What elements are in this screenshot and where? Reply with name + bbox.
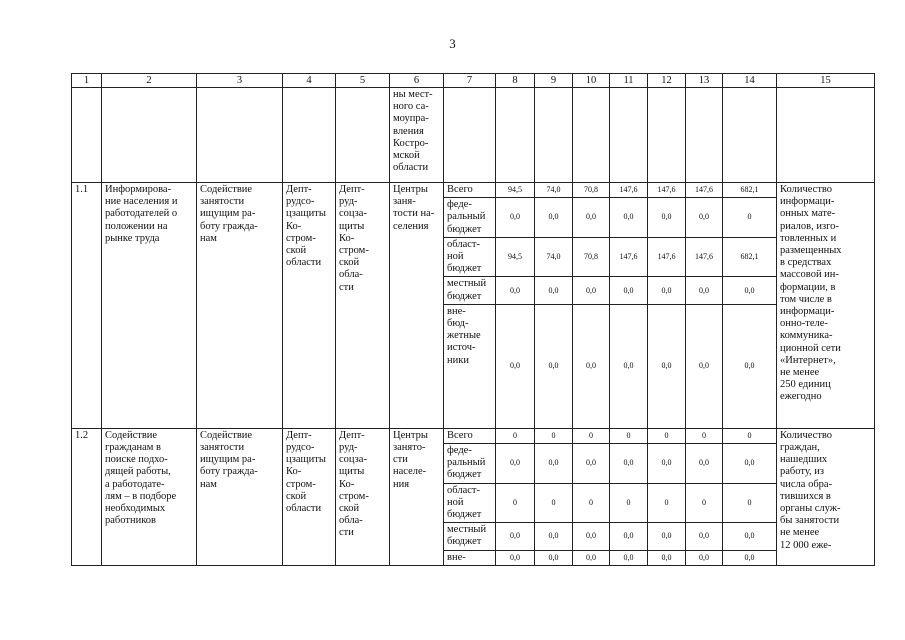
- funding-value: 0: [686, 483, 723, 523]
- cont-col2: [102, 88, 197, 183]
- funding-value: 0: [496, 483, 535, 523]
- funding-source: Всего: [444, 183, 496, 198]
- header-col-6: 6: [390, 74, 444, 88]
- funding-value: 0,0: [573, 304, 610, 428]
- header-col-2: 2: [102, 74, 197, 88]
- header-col-5: 5: [336, 74, 390, 88]
- funding-value: 0,0: [723, 277, 777, 304]
- funding-value: 74,0: [535, 237, 573, 277]
- funding-value: 147,6: [686, 237, 723, 277]
- funding-value: 147,6: [686, 183, 723, 198]
- cont-col9: [535, 88, 573, 183]
- header-col-7: 7: [444, 74, 496, 88]
- funding-source: вне- бюд- жетные источ- ники: [444, 304, 496, 428]
- table-row: [72, 183, 875, 198]
- funding-value: 0,0: [535, 550, 573, 565]
- funding-value: 0,0: [610, 550, 648, 565]
- task-cell: Содействие занятости ищущим ра- боту гражда- нам: [197, 183, 283, 429]
- funding-value: 0,0: [496, 444, 535, 484]
- funding-value: 0: [610, 483, 648, 523]
- funding-value: 0: [723, 483, 777, 523]
- funding-value: 0: [573, 428, 610, 443]
- funding-value: 147,6: [610, 183, 648, 198]
- cont-col7: [444, 88, 496, 183]
- header-col-10: 10: [573, 74, 610, 88]
- funding-value: 0,0: [648, 550, 686, 565]
- funding-value: 0,0: [535, 198, 573, 238]
- funding-value: 74,0: [535, 183, 573, 198]
- funding-value: 147,6: [648, 237, 686, 277]
- cont-col15: [777, 88, 875, 183]
- funding-value: 94,5: [496, 183, 535, 198]
- funding-value: 0: [573, 483, 610, 523]
- funding-source: феде- ральный бюджет: [444, 444, 496, 484]
- page-number: 3: [449, 36, 456, 51]
- funding-value: 0,0: [723, 444, 777, 484]
- funding-value: 0,0: [535, 277, 573, 304]
- executor-cell: Депт- рудсо- цзащиты Ко- стром- ской области: [283, 428, 336, 565]
- header-col-11: 11: [610, 74, 648, 88]
- funding-value: 0,0: [610, 523, 648, 550]
- funding-value: 70,8: [573, 237, 610, 277]
- funding-source: Всего: [444, 428, 496, 443]
- funding-value: 0,0: [686, 277, 723, 304]
- funding-value: 0,0: [535, 444, 573, 484]
- measure-name: Информирова- ние населения и работодателей о положении на рынке труда: [102, 183, 197, 429]
- co-executor-cell: Депт- руд- соцза- щиты Ко- стром- ской обла- сти: [336, 428, 390, 565]
- funding-value: 0,0: [610, 198, 648, 238]
- funding-value: 0: [610, 428, 648, 443]
- cont-col1: [72, 88, 102, 183]
- row-number: 1.1: [72, 183, 102, 429]
- funding-value: 147,6: [610, 237, 648, 277]
- funding-value: 0: [535, 483, 573, 523]
- cont-col8: [496, 88, 535, 183]
- cont-col5: [336, 88, 390, 183]
- measure-name: Содействие гражданам в поиске подхо- дящей работы, а работодате- лям – в подборе необходимых работников: [102, 428, 197, 565]
- funding-value: 0,0: [648, 523, 686, 550]
- funding-value: 147,6: [648, 183, 686, 198]
- header-col-3: 3: [197, 74, 283, 88]
- funding-value: 0: [723, 428, 777, 443]
- funding-source: област- ной бюджет: [444, 237, 496, 277]
- header-col-4: 4: [283, 74, 336, 88]
- funding-value: 0: [686, 428, 723, 443]
- cont-col4: [283, 88, 336, 183]
- row-number: 1.2: [72, 428, 102, 565]
- funding-value: 0,0: [686, 304, 723, 428]
- funding-value: 0,0: [648, 304, 686, 428]
- continuation-row: [72, 88, 875, 183]
- funding-value: 0,0: [686, 550, 723, 565]
- cont-col3: [197, 88, 283, 183]
- funding-value: 0,0: [496, 277, 535, 304]
- header-col-13: 13: [686, 74, 723, 88]
- task-cell: Содействие занятости ищущим ра- боту гражда- нам: [197, 428, 283, 565]
- funding-source: вне-: [444, 550, 496, 565]
- funding-value: 0,0: [496, 550, 535, 565]
- funding-value: 0,0: [573, 550, 610, 565]
- funding-value: 0,0: [496, 198, 535, 238]
- funding-value: 0,0: [723, 523, 777, 550]
- program-table: [71, 73, 875, 566]
- table-row: [72, 428, 875, 443]
- funding-value: 0,0: [686, 523, 723, 550]
- funding-value: 0,0: [573, 523, 610, 550]
- funding-value: 0: [648, 428, 686, 443]
- funding-value: 0,0: [723, 550, 777, 565]
- cont-col6: ны мест- ного са- моупра- вления Костро- мской области: [390, 88, 444, 183]
- participant-cell: Центры заня- тости на- селения: [390, 183, 444, 429]
- header-col-1: 1: [72, 74, 102, 88]
- funding-value: 0,0: [610, 304, 648, 428]
- header-col-15: 15: [777, 74, 875, 88]
- funding-value: 0,0: [573, 198, 610, 238]
- cont-col10: [573, 88, 610, 183]
- funding-value: 0,0: [573, 444, 610, 484]
- header-row: [72, 74, 875, 88]
- header-col-14: 14: [723, 74, 777, 88]
- result-indicator: Количество информаци- онных мате- риалов, изго- товленных и размещенных в средствах массовой ин- формации, в том числе в информаци- онно-теле- коммуника- ционной сети «Интернет», не менее 250 единиц ежегодно: [777, 183, 875, 429]
- executor-cell: Депт- рудсо- цзащиты Ко- стром- ской области: [283, 183, 336, 429]
- cont-col13: [686, 88, 723, 183]
- header-col-8: 8: [496, 74, 535, 88]
- funding-source: местный бюджет: [444, 277, 496, 304]
- funding-value: 0: [723, 198, 777, 238]
- funding-value: 0,0: [535, 304, 573, 428]
- funding-value: 0,0: [573, 277, 610, 304]
- funding-value: 0: [648, 483, 686, 523]
- funding-value: 0,0: [610, 444, 648, 484]
- funding-value: 0,0: [648, 198, 686, 238]
- cont-col12: [648, 88, 686, 183]
- funding-value: 0,0: [496, 304, 535, 428]
- funding-source: местный бюджет: [444, 523, 496, 550]
- funding-value: 682,1: [723, 183, 777, 198]
- cont-col11: [610, 88, 648, 183]
- funding-value: 682,1: [723, 237, 777, 277]
- funding-value: 94,5: [496, 237, 535, 277]
- header-col-12: 12: [648, 74, 686, 88]
- funding-source: феде- ральный бюджет: [444, 198, 496, 238]
- funding-value: 70,8: [573, 183, 610, 198]
- participant-cell: Центры занято- сти населе- ния: [390, 428, 444, 565]
- funding-value: 0: [496, 428, 535, 443]
- funding-value: 0,0: [535, 523, 573, 550]
- funding-value: 0,0: [496, 523, 535, 550]
- funding-value: 0,0: [723, 304, 777, 428]
- funding-value: 0,0: [686, 444, 723, 484]
- result-indicator: Количество граждан, нашедших работу, из числа обра- тившихся в органы служ- бы занятости не менее 12 000 еже-: [777, 428, 875, 565]
- funding-source: област- ной бюджет: [444, 483, 496, 523]
- funding-value: 0,0: [648, 444, 686, 484]
- co-executor-cell: Депт- руд- соцза- щиты Ко- стром- ской обла- сти: [336, 183, 390, 429]
- header-col-9: 9: [535, 74, 573, 88]
- funding-value: 0,0: [686, 198, 723, 238]
- funding-value: 0,0: [610, 277, 648, 304]
- cont-col14: [723, 88, 777, 183]
- funding-value: 0,0: [648, 277, 686, 304]
- funding-value: 0: [535, 428, 573, 443]
